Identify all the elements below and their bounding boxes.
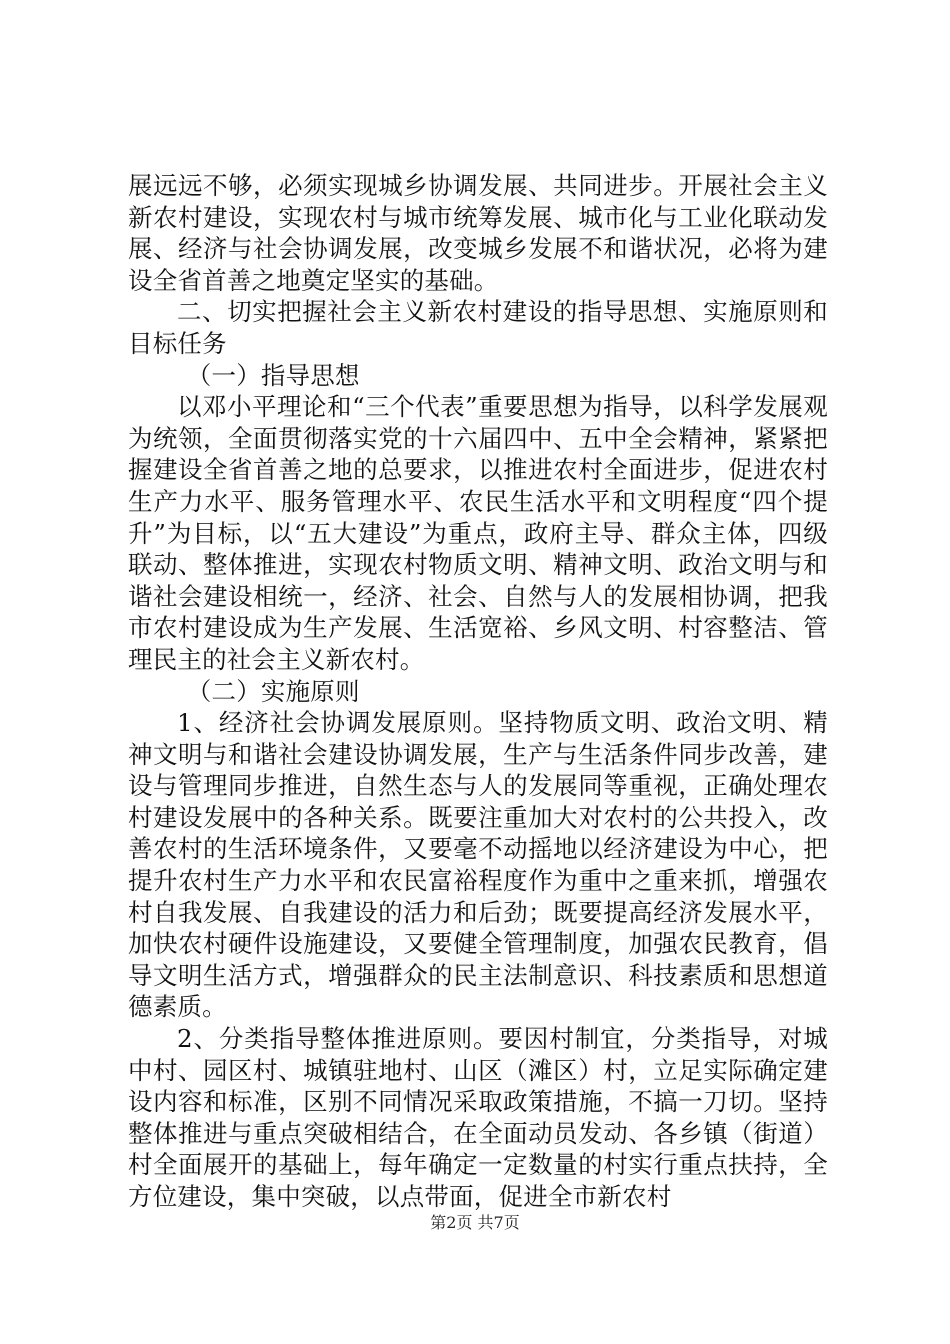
document-body (128, 170, 828, 1213)
paragraph-principle-2: 2、分类指导整体推进原则。要因村制宜，分类指导，对城中村、园区村、城镇驻地村、山区（滩区）村，立足实际确定建设内容和标准，区别不同情况采取政策措施，不搞一刀切。坚持整体推进与重点突破相结合，在全面动员发动、各乡镇（街道）村全面展开的基础上，每年确定一定数量的村实行重点扶持，全方位建设，集中突破，以点带面，促进全市新农村 (128, 1024, 828, 1211)
section-heading-2: 二、切实把握社会主义新农村建设的指导思想、实施原则和目标任务 (128, 297, 828, 358)
paragraph-continuation: 展远远不够，必须实现城乡协调发展、共同进步。开展社会主义新农村建设，实现农村与城市统筹发展、城市化与工业化联动发展、经济与社会协调发展，改变城乡发展不和谐状况，必将为建设全省首善之地奠定坚实的基础。 (128, 171, 828, 295)
subsection-heading-principles: （二）实施原则 (186, 676, 360, 706)
paragraph-guiding-ideology: 以邓小平理论和“三个代表”重要思想为指导，以科学发展观为统领，全面贯彻落实党的十六届四中、五中全会精神，紧紧把握建设全省首善之地的总要求，以推进农村全面进步，促进农村生产力水平、服务管理水平、农民生活水平和文明程度“四个提升”为目标，以“五大建设”为重点，政府主导、群众主体，四级联动、整体推进，实现农村物质文明、精神文明、政治文明与和谐社会建设相统一，经济、社会、自然与人的发展相协调，把我市农村建设成为生产发展、生活宽裕、乡风文明、村容整洁、管理民主的社会主义新农村。 (128, 392, 828, 674)
page-footer: 第2页 共7页 (430, 1213, 520, 1232)
paragraph-principle-1: 1、经济社会协调发展原则。坚持物质文明、政治文明、精神文明与和谐社会建设协调发展，生产与生活条件同步改善，建设与管理同步推进，自然生态与人的发展同等重视，正确处理农村建设发展中的各种关系。既要注重加大对农村的公共投入，改善农村的生活环境条件，又要毫不动摇地以经济建设为中心，把提升农村生产力水平和农民富裕程度作为重中之重来抓，增强农村自我发展、自我建设的活力和后劲；既要提高经济发展水平，加快农村硬件设施建设，又要健全管理制度，加强农民教育，倡导文明生活方式，增强群众的民主法制意识、科技素质和思想道德素质。 (128, 708, 828, 1022)
subsection-heading-guiding-ideology: （一）指导思想 (186, 360, 360, 390)
